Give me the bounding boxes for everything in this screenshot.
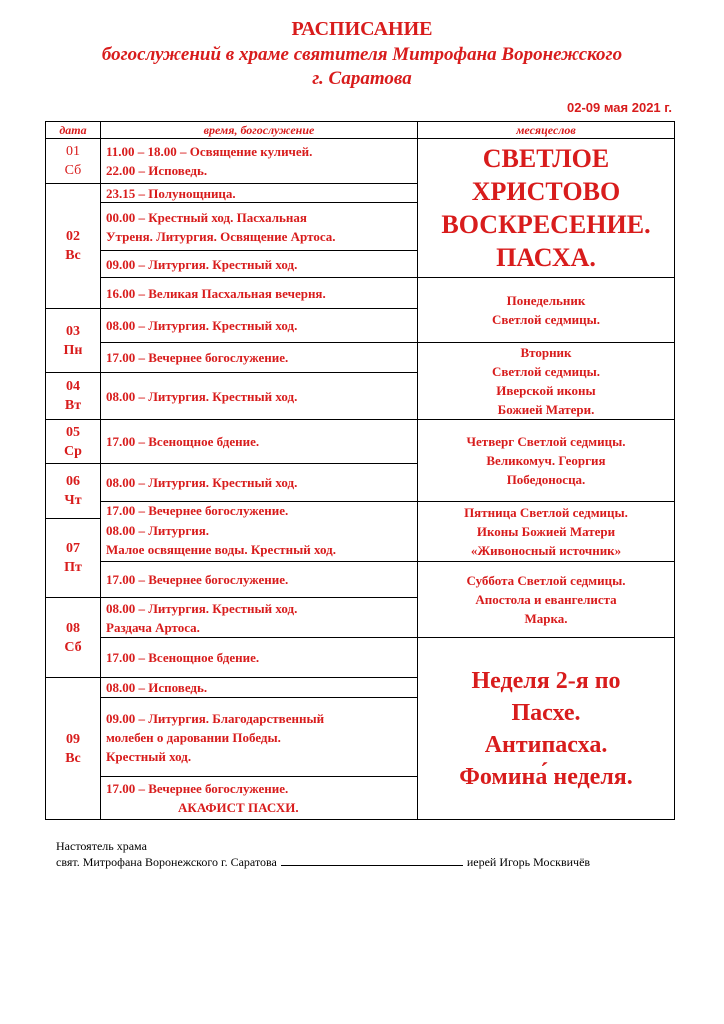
- service-line: 08.00 – Литургия.: [106, 523, 210, 538]
- service-line: 08.00 – Литургия. Крестный ход.: [106, 600, 298, 616]
- service-line: 09.00 – Литургия. Крестный ход.: [106, 256, 298, 272]
- date-day: 04: [66, 379, 80, 394]
- service-cell: [101, 420, 417, 463]
- date-cell: [45, 184, 101, 308]
- service-line: 08.00 – Исповедь.: [106, 680, 208, 695]
- date-cell: [45, 678, 101, 819]
- menologion-line: Иверской иконы: [496, 383, 596, 398]
- footer-signature-line: [56, 854, 676, 870]
- date-weekday: Пн: [63, 342, 83, 358]
- date-weekday: Сб: [64, 639, 82, 655]
- menologion-line: Неделя 2-я по: [471, 667, 621, 694]
- column-header-date: дата: [59, 122, 87, 137]
- date-weekday: Вс: [65, 248, 81, 263]
- menologion-line: Суббота Светлой седмицы.: [466, 573, 626, 588]
- date-cell: [45, 139, 101, 183]
- menologion-line: Понедельник: [506, 293, 586, 308]
- menologion-cell: [418, 343, 674, 419]
- menologion-line: Светлой седмицы.: [491, 364, 601, 379]
- footer-priest-name: иерей Игорь Москвичёв: [466, 855, 591, 869]
- service-cell: [101, 464, 417, 501]
- service-line: Раздача Артоса.: [106, 619, 200, 635]
- date-cell: [45, 420, 101, 463]
- date-weekday: Пт: [64, 560, 82, 575]
- footer-church-name: свят. Митрофана Воронежского г. Саратова: [56, 855, 277, 869]
- service-line: 17.00 – Вечернее богослужение.: [106, 350, 289, 365]
- service-line: 17.00 – Вечернее богослужение.: [106, 503, 289, 518]
- date-day: 03: [66, 323, 80, 339]
- service-line: 08.00 – Литургия. Крестный ход.: [106, 318, 298, 333]
- date-day: 08: [66, 620, 80, 636]
- service-cell: [101, 562, 417, 597]
- date-cell: [45, 309, 101, 372]
- menologion-line: Четверг Светлой седмицы.: [466, 434, 626, 449]
- service-line: 08.00 – Литургия. Крестный ход.: [106, 388, 298, 404]
- menologion-line: Вторник: [520, 345, 572, 360]
- service-line: 11.00 – 18.00 – Освящение куличей.: [106, 144, 313, 159]
- service-line: 16.00 – Великая Пасхальная вечерня.: [106, 285, 326, 301]
- menologion-line: Великомуч. Георгия: [486, 453, 606, 468]
- date-weekday: Чт: [64, 493, 82, 508]
- date-cell: [45, 464, 101, 518]
- date-day: 02: [66, 229, 80, 244]
- service-cell: [101, 638, 417, 677]
- service-line: 08.00 – Литургия. Крестный ход.: [106, 475, 298, 490]
- service-cell: [101, 519, 417, 561]
- menologion-cell: [418, 562, 674, 637]
- service-cell: [101, 278, 417, 308]
- service-cell: [101, 251, 417, 277]
- service-line: Малое освящение воды. Крестный ход.: [106, 542, 336, 557]
- service-cell: [101, 309, 417, 342]
- service-line: 17.00 – Всенощное бдение.: [106, 650, 260, 665]
- menologion-cell: [418, 420, 674, 501]
- service-cell: [101, 502, 417, 519]
- date-weekday: Ср: [64, 443, 82, 459]
- menologion-line: ВОСКРЕСЕНИЕ.: [441, 210, 651, 239]
- service-line: 22.00 – Исповедь.: [106, 163, 208, 178]
- date-day: 05: [66, 424, 80, 440]
- date-day: 01: [66, 144, 80, 159]
- menologion-line: Иконы Божией Матери: [476, 524, 616, 539]
- schedule-table: [45, 121, 675, 820]
- menologion-cell: [418, 502, 674, 561]
- service-line: 17.00 – Вечернее богослужение.: [106, 572, 289, 587]
- footer-rector-label: Настоятель храма: [56, 839, 147, 853]
- date-cell: [45, 373, 101, 419]
- service-cell: [101, 777, 417, 819]
- date-weekday: Вт: [64, 398, 82, 413]
- page-subtitle-line1: богослужений в храме святителя Митрофана Воронежского: [101, 44, 623, 65]
- menologion-line: Марка.: [524, 611, 568, 626]
- service-cell: [101, 203, 417, 250]
- service-line: 17.00 – Вечернее богослужение.: [106, 781, 289, 796]
- menologion-line: ПАСХА.: [496, 243, 596, 272]
- date-cell: [45, 519, 101, 597]
- page-title: РАСПИСАНИЕ: [291, 18, 433, 40]
- menologion-cell: [418, 638, 674, 819]
- menologion-line: «Живоносный источник»: [470, 543, 622, 558]
- menologion-line: Пятница Светлой седмицы.: [464, 505, 628, 520]
- menologion-cell: [418, 278, 674, 342]
- column-header-service: время, богослужение: [203, 122, 315, 137]
- date-day: 06: [66, 474, 80, 489]
- menologion-cell: [418, 139, 674, 277]
- menologion-line: Фомина́ неделя.: [459, 763, 633, 790]
- page-subtitle-line2: г. Саратова: [312, 68, 412, 89]
- service-cell: [101, 698, 417, 776]
- service-line: молебен о даровании Победы.: [106, 729, 281, 745]
- column-header-menologion: месяцеслов: [516, 122, 576, 137]
- menologion-line: ХРИСТОВО: [471, 177, 621, 206]
- menologion-line: Победоносца.: [506, 472, 586, 487]
- date-day: 09: [66, 731, 80, 747]
- service-line: 00.00 – Крестный ход. Пасхальная: [106, 209, 307, 225]
- service-cell: [101, 598, 417, 637]
- date-weekday: Вс: [65, 750, 81, 766]
- service-cell: [101, 373, 417, 419]
- service-line: Утреня. Литургия. Освящение Артоса.: [106, 228, 336, 244]
- service-cell: [101, 343, 417, 372]
- service-line: 09.00 – Литургия. Благодарственный: [106, 710, 325, 726]
- service-cell: [101, 678, 417, 697]
- service-line: 23.15 – Полунощница.: [106, 185, 236, 201]
- service-cell: [101, 139, 417, 183]
- service-cell: [101, 184, 417, 202]
- menologion-line: Апостола и евангелиста: [475, 592, 617, 607]
- date-day: 07: [66, 541, 80, 556]
- service-line: АКАФИСТ ПАСХИ.: [178, 800, 299, 815]
- date-weekday: Сб: [64, 163, 82, 178]
- menologion-line: Светлой седмицы.: [491, 312, 601, 327]
- menologion-line: Антипасха.: [484, 731, 608, 758]
- date-range: 02-09 мая 2021 г.: [567, 100, 672, 115]
- menologion-line: Божией Матери.: [497, 402, 595, 417]
- service-line: 17.00 – Всенощное бдение.: [106, 434, 260, 449]
- date-cell: [45, 598, 101, 677]
- menologion-line: Пасхе.: [511, 699, 581, 726]
- service-line: Крестный ход.: [106, 748, 192, 764]
- signature-underline: [281, 855, 463, 866]
- menologion-line: СВЕТЛОЕ: [482, 144, 610, 173]
